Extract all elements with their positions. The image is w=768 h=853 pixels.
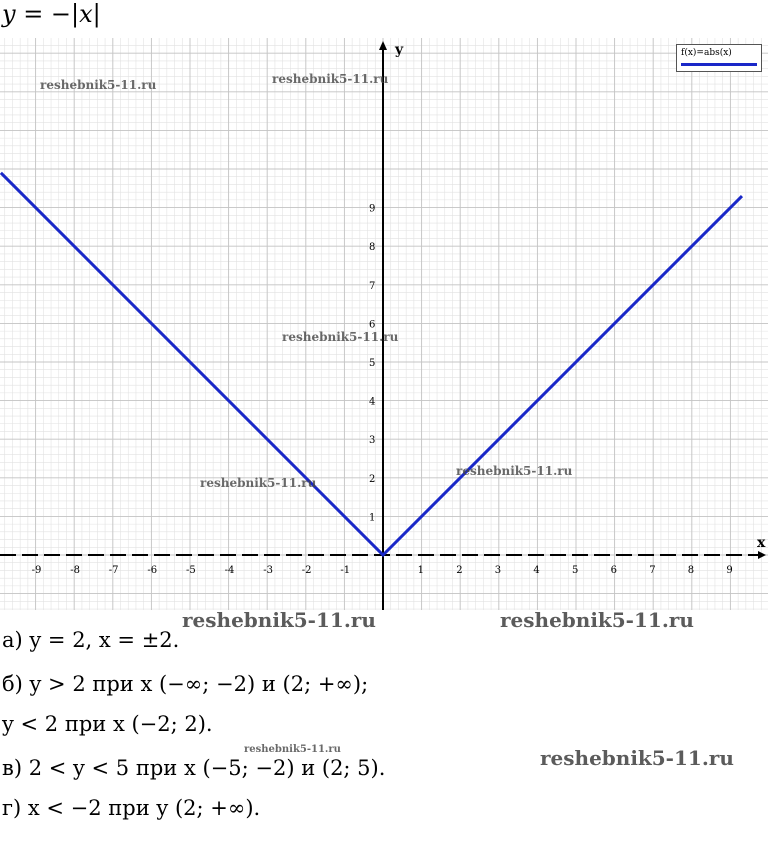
function-plot	[0, 38, 768, 610]
watermark: reshebnik5-11.ru	[272, 72, 389, 86]
x-tick-label: 9	[726, 565, 733, 576]
legend	[676, 44, 762, 72]
watermark: reshebnik5-11.ru	[40, 78, 157, 92]
y-tick-label: 5	[369, 358, 376, 369]
x-tick-label: -3	[263, 565, 273, 576]
x-tick-label: -2	[301, 565, 312, 576]
y-tick-label: 9	[369, 203, 376, 215]
x-tick-label: -6	[147, 565, 158, 576]
watermark: reshebnik5-11.ru	[182, 608, 376, 632]
watermark: reshebnik5-11.ru	[200, 476, 317, 490]
watermark: reshebnik5-11.ru	[282, 330, 399, 344]
legend-label: f(x)=abs(x)	[681, 48, 732, 58]
x-tick-label: -8	[70, 565, 80, 576]
watermark: reshebnik5-11.ru	[500, 608, 694, 632]
x-tick-label: 1	[417, 565, 424, 576]
x-tick-label: -5	[186, 565, 196, 576]
x-tick-label: 3	[494, 565, 502, 576]
x-tick-label: 7	[649, 565, 656, 576]
y-tick-label: 4	[369, 396, 376, 408]
x-tick-label: -7	[108, 565, 119, 576]
y-tick-label: 7	[369, 280, 376, 292]
answer-b-part2: y < 2 при x (−2; 2).	[2, 712, 213, 736]
answer-b-part1: б) y > 2 при x (−∞; −2) и (2; +∞);	[2, 672, 369, 696]
x-tick-label: -9	[31, 565, 42, 576]
y-tick-label: 2	[369, 473, 376, 485]
legend-swatch	[681, 63, 757, 66]
watermark: reshebnik5-11.ru	[540, 746, 734, 770]
x-axis-arrow	[758, 551, 766, 559]
x-tick-label: 6	[610, 565, 617, 576]
y-axis-label: y	[395, 42, 404, 58]
x-tick-label: 5	[572, 565, 579, 576]
y-tick-label: 3	[369, 435, 376, 447]
x-tick-label: 2	[456, 565, 463, 576]
y-tick-label: 8	[369, 242, 376, 254]
x-axis-label: x	[757, 535, 766, 551]
x-tick-label: 8	[687, 565, 695, 576]
x-tick-label: 4	[533, 565, 540, 576]
x-tick-label: -1	[340, 565, 351, 576]
watermark: reshebnik5-11.ru	[456, 464, 573, 478]
y-tick-label: 1	[369, 512, 376, 524]
function-title: y = −|x|	[2, 0, 101, 28]
answer-g: г) x < −2 при y (2; +∞).	[2, 796, 261, 820]
x-tick-label: -4	[224, 565, 235, 576]
answer-a: а) y = 2, x = ±2.	[2, 628, 180, 652]
watermark: reshebnik5-11.ru	[244, 744, 341, 755]
answer-v: в) 2 < y < 5 при x (−5; −2) и (2; 5).	[2, 756, 386, 780]
y-tick-label: 6	[369, 319, 376, 331]
